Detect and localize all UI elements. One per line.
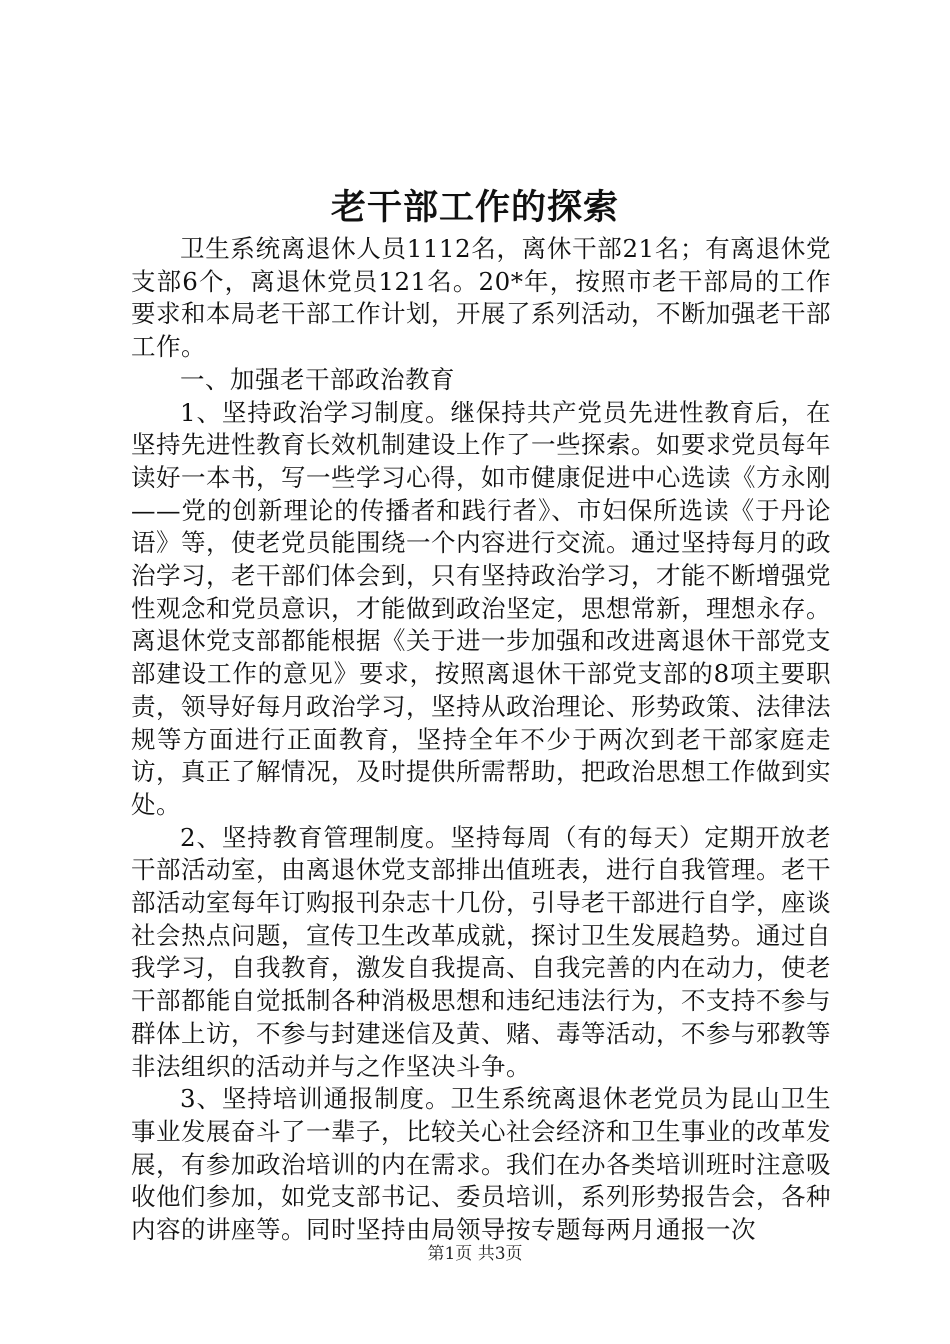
paragraph-item-2: 2、坚持教育管理制度。坚持每周（有的每天）定期开放老干部活动室，由离退休党支部排出值班表，进行自我管理。老干部活动室每年订购报刊杂志十几份，引导老干部进行自学，座谈社会热点问题，宣传卫生改革成就，探讨卫生发展趋势。通过自我学习，自我教育，激发自我提高、自我完善的内在动力，使老干部都能自觉抵制各种消极思想和违纪违法行为，不支持不参与群体上访，不参与封建迷信及黄、赌、毒等活动，不参与邪教等非法组织的活动并与之作坚决斗争。: [131, 822, 831, 1081]
paragraph-intro: 卫生系统离退休人员1112名，离休干部21名；有离退休党支部6个，离退休党员121名。20*年，按照市老干部局的工作要求和本局老干部工作计划，开展了系列活动，不断加强老干部工作。: [131, 234, 831, 362]
document-body: [131, 233, 831, 1247]
document-title: 老干部工作的探索: [330, 187, 619, 228]
paragraph-item-3: 3、坚持培训通报制度。卫生系统离退休老党员为昆山卫生事业发展奋斗了一辈子，比较关心社会经济和卫生事业的改革发展，有参加政治培训的内在需求。我们在办各类培训班时注意吸收他们参加，如党支部书记、委员培训，系列形势报告会，各种内容的讲座等。同时坚持由局领导按专题每两月通报一次: [131, 1084, 831, 1245]
section-heading-1: 一、加强老干部政治教育: [180, 364, 455, 394]
page-number-footer: 第1页 共3页: [427, 1244, 523, 1264]
paragraph-item-1: 1、坚持政治学习制度。继保持共产党员先进性教育后，在坚持先进性教育长效机制建设上作了一些探索。如要求党员每年读好一本书，写一些学习心得，如市健康促进中心选读《方永刚——党的创新理论的传播者和践行者》、市妇保所选读《于丹论语》等，使老党员能围绕一个内容进行交流。通过坚持每月的政治学习，老干部们体会到，只有坚持政治学习，才能不断增强党性观念和党员意识，才能做到政治坚定，思想常新，理想永存。离退休党支部都能根据《关于进一步加强和改进离退休干部党支部建设工作的意见》要求，按照离退休干部党支部的8项主要职责，领导好每月政治学习，坚持从政治理论、形势政策、法律法规等方面进行正面教育，坚持全年不少于两次到老干部家庭走访，真正了解情况，及时提供所需帮助，把政治思想工作做到实处。: [131, 397, 831, 819]
